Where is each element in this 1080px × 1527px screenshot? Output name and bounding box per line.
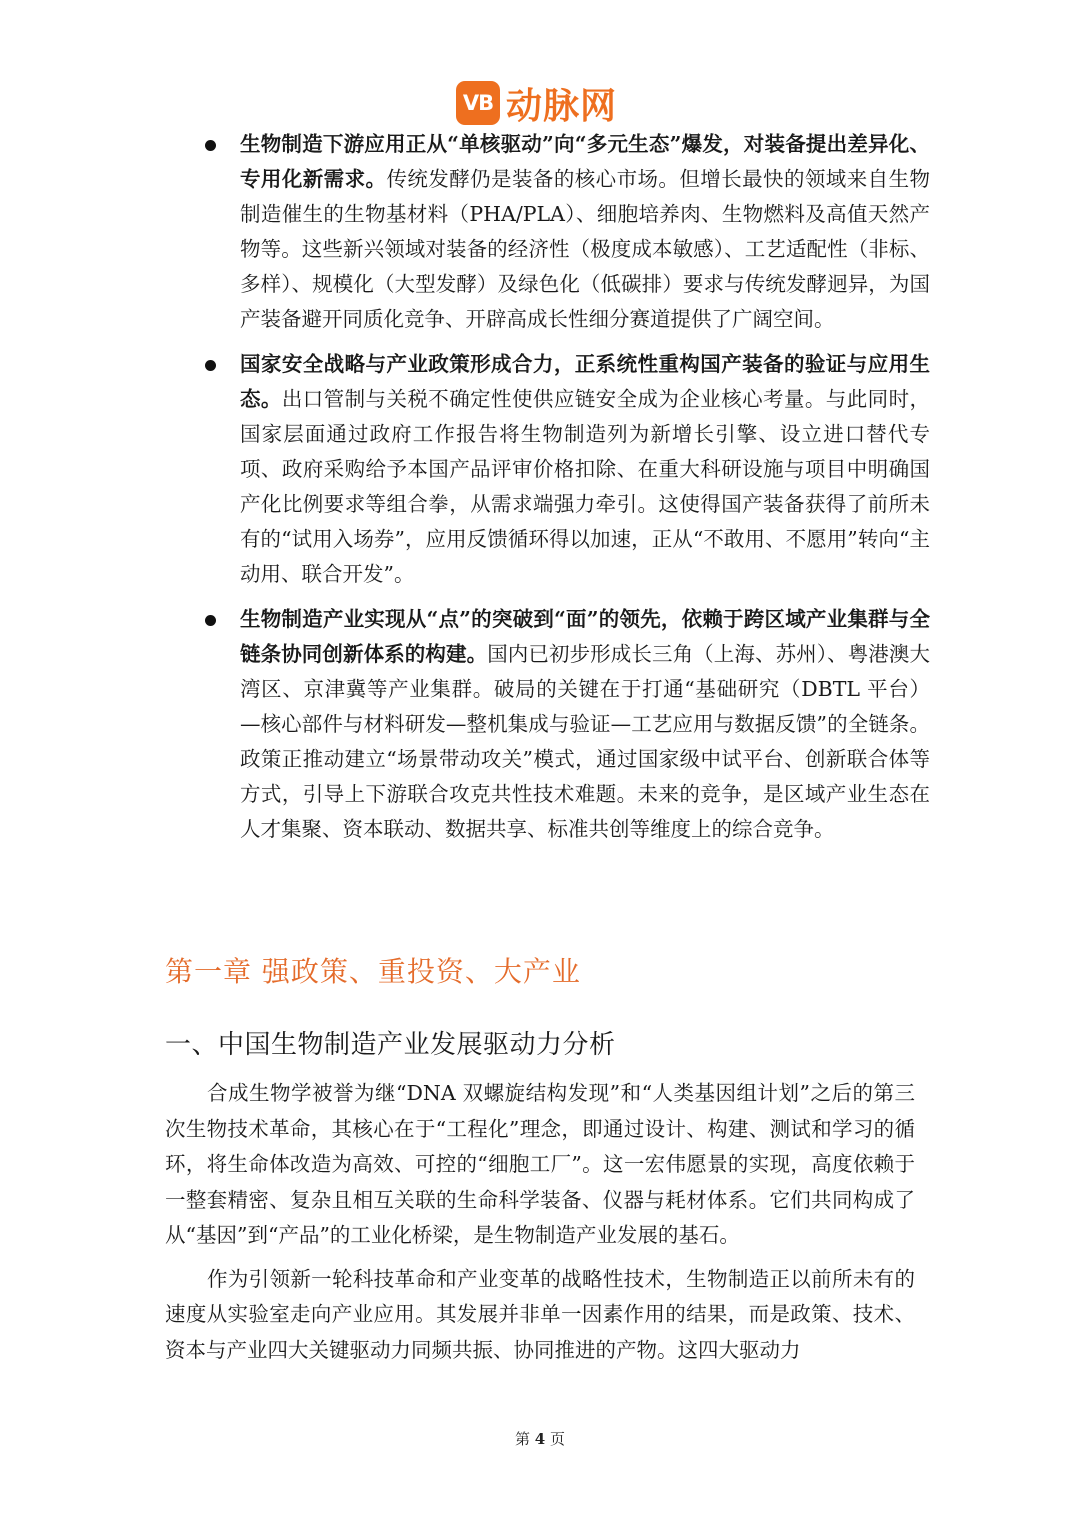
page-number-value: 4 (534, 1430, 546, 1448)
section-title: 一、中国生物制造产业发展驱动力分析 (165, 1030, 616, 1060)
key-findings-list (200, 127, 930, 857)
bullet-dot-icon (205, 360, 216, 371)
page-suffix: 页 (550, 1430, 566, 1448)
bullet-item (200, 127, 930, 337)
bullet-lead: 生物制造下游应用正从“单核驱动”向“多元生态”爆发，对装备提出差异化、专用化新需求。 (240, 132, 930, 191)
logo-mark-icon: VB (456, 81, 500, 125)
bullet-text: 传统发酵仍是装备的核心市场。但增长最快的领域来自生物制造催生的生物基材料（PHA/PLA）、细胞培养肉、生物燃料及高值天然产物等。这些新兴领域对装备的经济性（极度成本敏感）、工艺适配性（非标、多样）、规模化（大型发酵）及绿色化（低碳排）要求与传统发酵迥异，为国产装备避开同质化竞争、开辟高成长性细分赛道提供了广阔空间。 (240, 167, 930, 331)
bullet-text: 出口管制与关税不确定性使供应链安全成为企业核心考量。与此同时，国家层面通过政府工作报告将生物制造列为新增长引擎、设立进口替代专项、政府采购给予本国产品评审价格扣除、在重大科研设施与项目中明确国产化比例要求等组合拳，从需求端强力牵引。这使得国产装备获得了前所未有的“试用入场券”，应用反馈循环得以加速，正从“不敢用、不愿用”转向“主动用、联合开发”。 (240, 387, 930, 586)
logo-text: 动脉网 (506, 85, 618, 127)
page-prefix: 第 (514, 1430, 530, 1448)
bullet-dot-icon (205, 615, 216, 626)
chapter-title: 第一章 强政策、重投资、大产业 (165, 955, 581, 988)
bullet-dot-icon (205, 140, 216, 151)
section-body (165, 1076, 915, 1376)
page-number (0, 1428, 1080, 1449)
bullet-text: 国内已初步形成长三角（上海、苏州）、粤港澳大湾区、京津冀等产业集群。破局的关键在于打通“基础研究（DBTL 平台）—核心部件与材料研发—整机集成与验证—工艺应用与数据反馈”的全链条。政策正推动建立“场景带动攻关”模式，通过国家级中试平台、创新联合体等方式，引导上下游联合攻克共性技术难题。未来的竞争，是区域产业生态在人才集聚、资本联动、数据共享、标准共创等维度上的综合竞争。 (240, 642, 931, 841)
bullet-lead: 国家安全战略与产业政策形成合力，正系统性重构国产装备的验证与应用生态。 (240, 352, 930, 411)
bullet-item (200, 602, 930, 847)
bullet-lead: 生物制造产业实现从“点”的突破到“面”的领先，依赖于跨区域产业集群与全链条协同创新体系的构建。 (240, 607, 930, 666)
bullet-item (200, 347, 930, 592)
brand-logo (456, 80, 617, 126)
body-paragraph: 合成生物学被誉为继“DNA 双螺旋结构发现”和“人类基因组计划”之后的第三次生物技术革命，其核心在于“工程化”理念，即通过设计、构建、测试和学习的循环，将生命体改造为高效、可控的“细胞工厂”。这一宏伟愿景的实现，高度依赖于一整套精密、复杂且相互关联的生命科学装备、仪器与耗材体系。它们共同构成了从“基因”到“产品”的工业化桥梁，是生物制造产业发展的基石。 (165, 1081, 915, 1247)
body-paragraph: 作为引领新一轮科技革命和产业变革的战略性技术，生物制造正以前所未有的速度从实验室走向产业应用。其发展并非单一因素作用的结果，而是政策、技术、资本与产业四大关键驱动力同频共振、协同推进的产物。这四大驱动力 (165, 1266, 915, 1362)
